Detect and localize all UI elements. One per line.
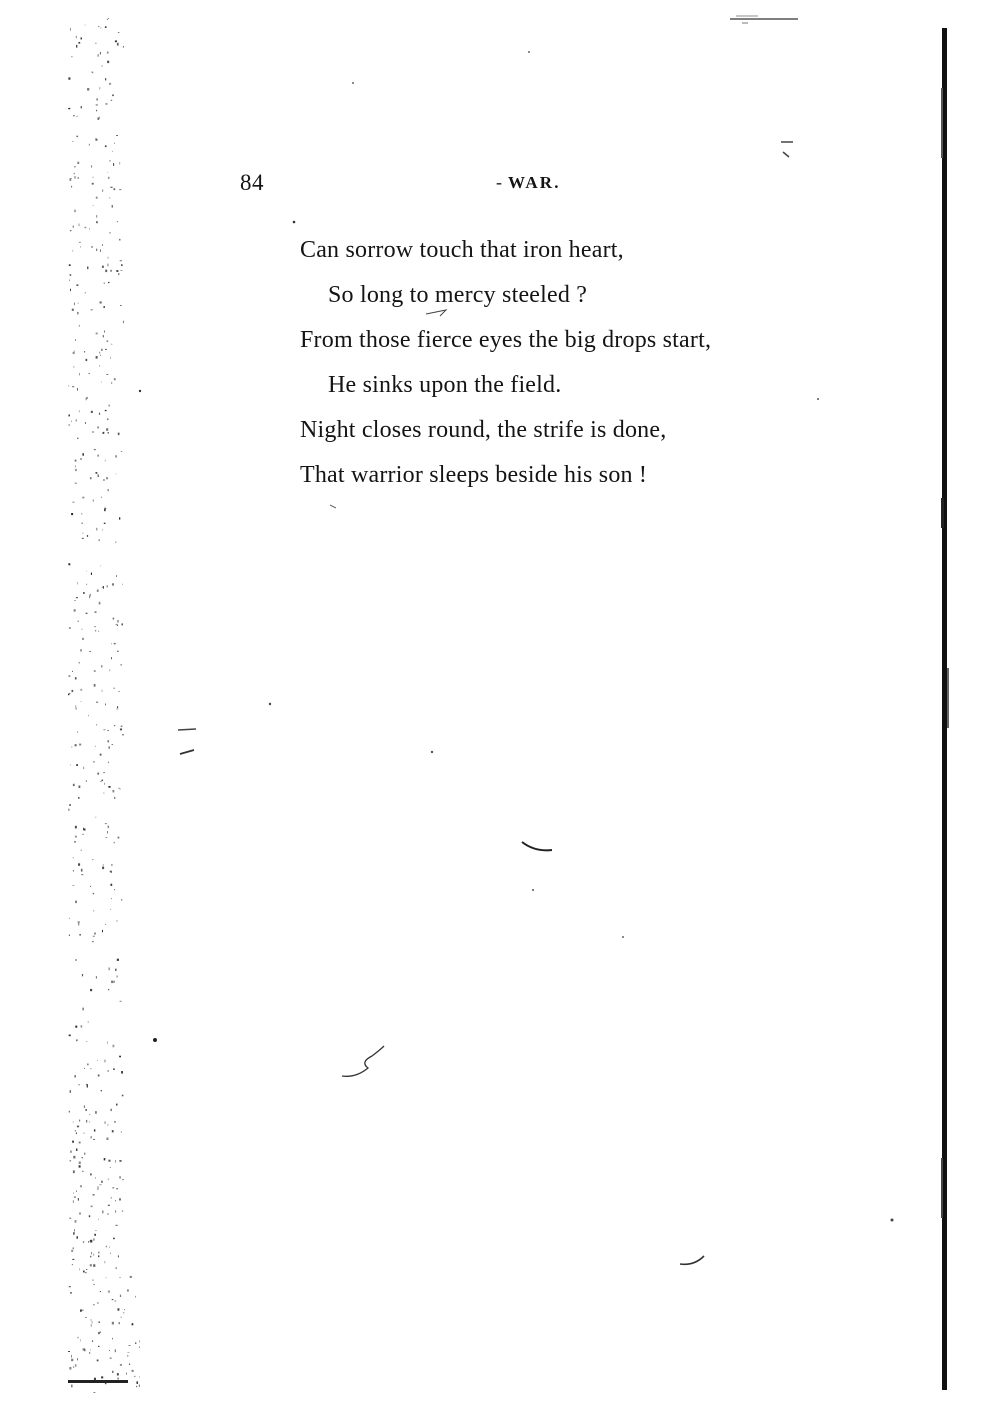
left-gutter-speckle bbox=[68, 18, 140, 1393]
poem-line: He sinks upon the field. bbox=[328, 372, 562, 398]
poem-line: So long to mercy steeled ? bbox=[328, 282, 588, 308]
running-head-dash: - bbox=[496, 172, 502, 192]
right-binding-edge bbox=[938, 28, 952, 1390]
poem-stanza bbox=[300, 228, 860, 498]
running-head bbox=[240, 170, 640, 200]
poem-line: That warrior sleeps beside his son ! bbox=[300, 462, 648, 488]
page-number: 84 bbox=[240, 170, 264, 195]
poem-line: From those fierce eyes the big drops start, bbox=[300, 327, 712, 353]
poem-line: Can sorrow touch that iron heart, bbox=[300, 237, 624, 263]
running-title: WAR. bbox=[508, 173, 561, 192]
poem-line: Night closes round, the strife is done, bbox=[300, 417, 667, 443]
top-edge-rule bbox=[728, 13, 800, 25]
